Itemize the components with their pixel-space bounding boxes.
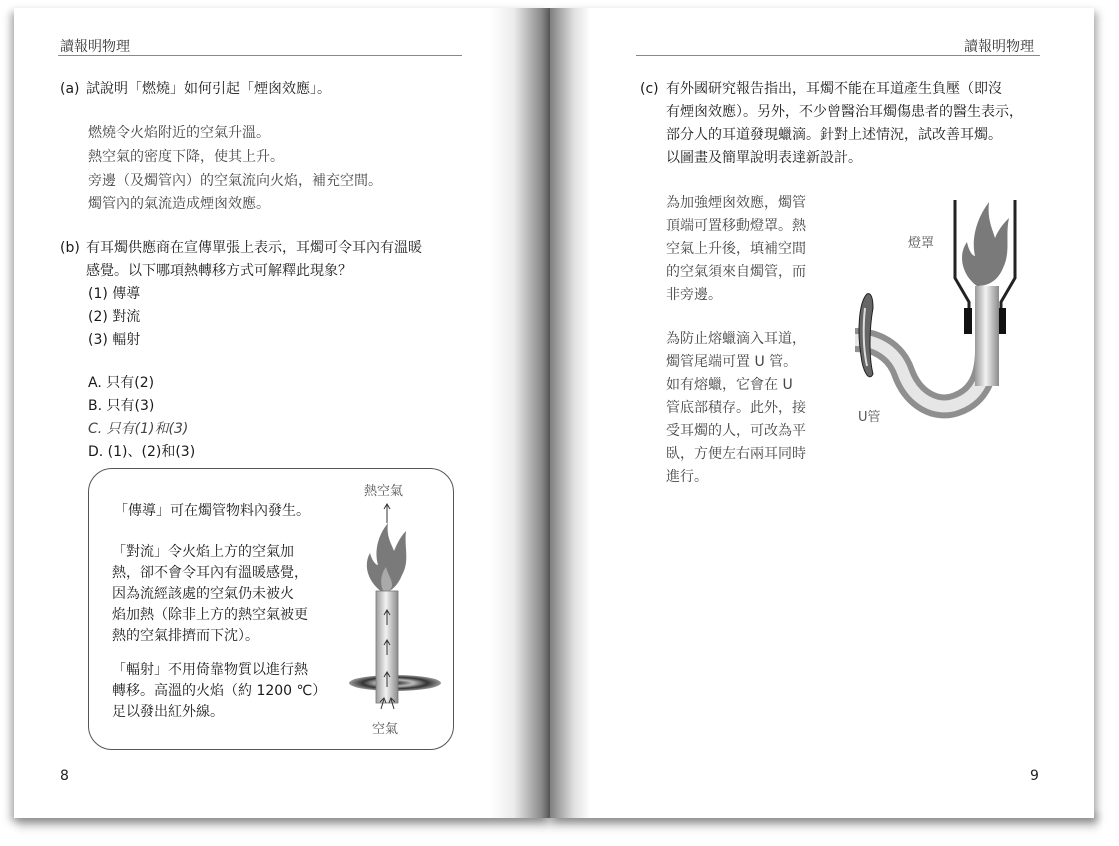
improved-candle-diagram [845, 190, 1035, 430]
choice-c: C. 只有(1)和(3) [88, 421, 189, 437]
box-conduction-text: 「傳導」可在燭管物料內發生。 [114, 503, 310, 519]
choice-b: B. 只有(3) [88, 398, 155, 414]
left-page-number: 8 [60, 768, 69, 784]
box-radiation-line: 轉移。高溫的火焰（約 1200 ℃） [112, 683, 327, 699]
box-convection-line: 熱的空氣排擠而下沈）。 [112, 628, 259, 644]
box-convection-line: 「對流」令火焰上方的空氣加 [112, 544, 294, 560]
question-b-option: (2) 對流 [88, 309, 141, 325]
right-header-rule [636, 55, 1040, 56]
design-desc-line: 為防止熔蠟滴入耳道， [666, 331, 806, 347]
design-desc-line: 如有熔蠟，它會在 U [666, 377, 793, 393]
design-desc-line: 臥，方便左右兩耳同時 [666, 446, 806, 462]
question-c-line: 部分人的耳道發現蠟滴。針對上述情況，試改善耳燭。 [666, 127, 1002, 143]
box-radiation-line: 「輻射」不用倚靠物質以進行熱 [112, 662, 308, 678]
hot-air-label: 熱空氣 [364, 484, 404, 499]
lamp-shade-label: 燈罩 [908, 236, 935, 251]
question-c-line: 有外國研究報告指出，耳燭不能在耳道產生負壓（即沒 [666, 81, 1002, 97]
box-convection-line: 焰加熱（除非上方的熱空氣被更 [112, 607, 308, 623]
right-running-header: 讀報明物理 [964, 39, 1034, 55]
box-convection-line: 因為流經該處的空氣仍未被火 [112, 586, 294, 602]
design-desc-line: 為加強煙囪效應，燭管 [666, 195, 806, 211]
design-desc-line: 非旁邊。 [666, 287, 722, 303]
up-arrow-icon [384, 504, 390, 523]
question-b-option: (1) 傳導 [88, 286, 141, 302]
design-desc-line: 空氣上升後，填補空間 [666, 241, 806, 257]
answer-a-line: 旁邊（及燭管內）的空氣流向火焰，補充空間。 [88, 173, 382, 189]
left-gutter-shadow [490, 8, 550, 818]
design-desc-line: 受耳燭的人，可改為平 [666, 423, 806, 439]
choice-d: D. (1)、(2)和(3) [88, 444, 196, 460]
design-desc-line: 頂端可置移動燈罩。熱 [666, 218, 806, 234]
flame-icon [962, 202, 1009, 286]
question-c-line: 以圖畫及簡單說明表達新設計。 [666, 150, 862, 166]
air-label: 空氣 [372, 722, 399, 737]
box-radiation-line: 足以發出紅外線。 [112, 704, 224, 720]
left-header-rule [58, 55, 462, 56]
choice-a: A. 只有(2) [88, 375, 155, 391]
answer-a-line: 燃燒令火焰附近的空氣升溫。 [88, 125, 270, 141]
question-a-label: (a) [60, 81, 80, 97]
question-c-line: 有煙囪效應）。另外，不少曾醫治耳燭傷患者的醫生表示， [666, 104, 1023, 120]
right-page-number: 9 [1030, 768, 1039, 784]
ear-candle-diagram [340, 495, 450, 720]
right-gutter-shadow [550, 8, 590, 818]
u-tube-label: U管 [858, 410, 881, 425]
question-b-label: (b) [60, 240, 80, 256]
answer-a-line: 燭管內的氣流造成煙囪效應。 [88, 196, 270, 212]
question-b-line: 感覺。以下哪項熱轉移方式可解釋此現象？ [86, 263, 352, 279]
design-desc-line: 進行。 [666, 469, 708, 485]
design-desc-line: 的空氣須來自燭管，而 [666, 264, 806, 280]
left-running-header: 讀報明物理 [60, 39, 130, 55]
design-desc-line: 管底部積存。此外，接 [666, 400, 806, 416]
answer-a-line: 熱空氣的密度下降，使其上升。 [88, 149, 284, 165]
box-convection-line: 熱，卻不會令耳內有溫暖感覺， [112, 565, 308, 581]
design-desc-line: 燭管尾端可置 U 管。 [666, 354, 798, 370]
question-b-option: (3) 輻射 [88, 332, 141, 348]
question-b-line: 有耳燭供應商在宣傳單張上表示，耳燭可令耳內有溫暖 [86, 240, 422, 256]
question-c-label: (c) [640, 81, 659, 97]
question-a-text: 試說明「燃燒」如何引起「煙囪效應」。 [86, 81, 331, 97]
